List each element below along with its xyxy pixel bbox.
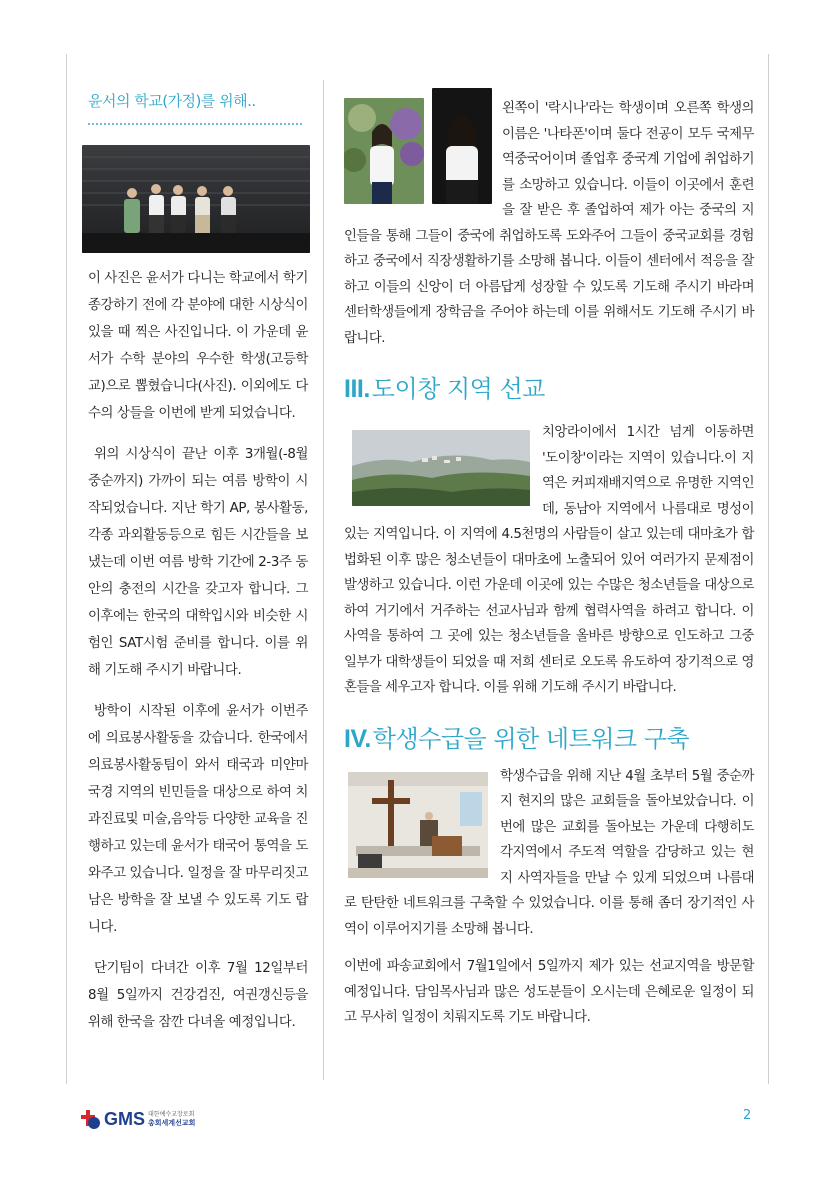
awards-ceremony-photo [82,145,310,253]
section-4-paragraph-2: 이번에 파송교회에서 7월1일에서 5일까지 제가 있는 선교지역을 방문할 예정입니다. 담임목사님과 많은 성도분들이 오시는데 은혜로운 일정이 되고 무사히 일정이 치뤄지도록 기도 바랍니다. [344,959,754,1025]
students-intro-paragraph: 왼쪽이 '락시나'라는 학생이며 오른쪽 학생의 이름은 '나타폰'이며 둘다 전공이 모두 국제무역중국어이며 졸업후 중국계 기업에 취업하기를 소망하고 있습니다. 이들이 이곳에서 훈련을 잘 받은 후 졸업하여 제가 아는 중국의 지인들을 통해 그들이 중국에 취업하도록 도와주어 그들이 중국교회를 경험하고 중국에서 직장생활하기를 소망해 봅니다. 이들이 센터에서 적응을 잘하고 이들의 신앙이 더 아름답게 성장할 수 있도록 기도해 주시기 바라며 센터학생들에게 장학금을 주어야 하는데 이를 위해서도 기도해 주시기 바랍니다. [344,101,754,346]
left-margin-rule [66,54,67,1084]
doi-chang-landscape-photo [352,430,530,506]
left-paragraph-2: 위의 시상식이 끝난 이후 3개월(-8월중순까지) 가까이 되는 여름 방학이 시작되었습니다. 지난 학기 AP, 봉사활동, 각종 과외활동등으로 힘든 시간들을 보냈는데 이번 여름 방학 기간에 2-3주 동안의 충전의 시간을 갖고자 합니다. 그 이후에는 한국의 대학입시와 비슷한 시험인 SAT시험 준비를 합니다. 이를 위해 기도해 주시기 바랍니다. [88,447,308,678]
left-paragraph-1: 이 사진은 윤서가 다니는 학교에서 학기 종강하기 전에 각 분야에 대한 시상식이 있을 때 찍은 사진입니다. 이 가운데 윤서가 수학 분야의 우수한 학생(고등학교)으로 뽑혔습니다(사진). 이외에도 다수의 상들을 이번에 받게 되었습니다. [88,271,308,421]
section-4-title [344,719,754,754]
left-column [82,90,308,1036]
org-name-line-1: 대한예수교장로회 [148,1111,195,1118]
gms-logo [80,1108,195,1130]
gms-logo-text: GMS [104,1108,146,1129]
student-photo-left [344,98,424,204]
students-photos [344,98,492,204]
church-interior-photo [348,772,488,878]
section-4-heading: 학생수급을 위한 네트워크 구축 [372,724,690,753]
section-4-paragraph: 학생수급을 위해 지난 4월 초부터 5월 중순까지 현지의 많은 교회들을 돌아보았습니다. 이번에 많은 교회를 돌아보는 가운데 다행히도 각지역에서 주도적 역할을 감당하고 있는 현지 사역자들을 만날 수 있게 되었으며 나름대로 탄탄한 네트워크를 구축할 수 있었습니다. 이를 통해 좀더 장기적인 사역이 이루어지기를 소망해 봅니다. [344,768,754,937]
section-3-roman: III. [344,375,370,403]
left-paragraph-4: 단기팀이 다녀간 이후 7월 12일부터 8월 5일까지 건강검진, 여권갱신등을 위해 한국을 잠깐 다녀올 예정입니다. [88,961,308,1030]
right-column [344,90,754,1031]
dotted-divider [88,123,302,125]
gms-emblem-icon [80,1108,102,1130]
section-3-paragraph: 치앙라이에서 1시간 넘게 이동하면 '도이창'이라는 지역이 있습니다.이 지역은 커피재배지역으로 유명한 지역인데, 동남아 지역에서 나름대로 명성이 있는 지역입니다. 이 지역에 4.5천명의 사람들이 살고 있는데 대마초가 합법화된 이후 많은 청소년들이 대마초에 노출되어 있어 여러가지 문제점이 발생하고 있습니다. 이런 가운데 이곳에 있는 수많은 청소년들을 대상으로 하여 거기에서 거주하는 선교사님과 함께 협력사역을 하려고 합니다. 이 사역을 통하여 그 곳에 있는 청소년들을 올바른 방향으로 인도하고 그중 일부가 대학생들이 되었을 때 저희 센터로 오도록 유도하여 장기적으로 영혼들을 세우고자 합니다. 이를 위해 기도해 주시기 바랍니다. [344,425,754,695]
section-3-title [344,369,754,404]
page-number: 2 [743,1108,752,1123]
right-margin-rule [768,54,769,1084]
section-3-heading: 도이창 지역 선교 [371,375,545,403]
column-divider [323,80,324,1080]
section-title-yunseo: 윤서의 학교(가정)를 위해.. [88,92,256,110]
student-photo-right [432,88,492,204]
section-4-roman: IV. [344,724,371,753]
left-paragraph-3: 방학이 시작된 이후에 윤서가 이번주에 의료봉사활동을 갔습니다. 한국에서 의료봉사활동팀이 와서 태국과 미얀마 국경 지역의 빈민들을 대상으로 하여 치과진료및 미술,음악등 다양한 교육을 진행하고 있는데 윤서가 태국어 통역을 도와주고 있습니다. 일정을 잘 마무리짓고 남은 방학을 잘 보낼 수 있도록 기도 랍니다. [88,704,308,935]
org-name-line-2: 총회세계선교회 [148,1119,196,1127]
